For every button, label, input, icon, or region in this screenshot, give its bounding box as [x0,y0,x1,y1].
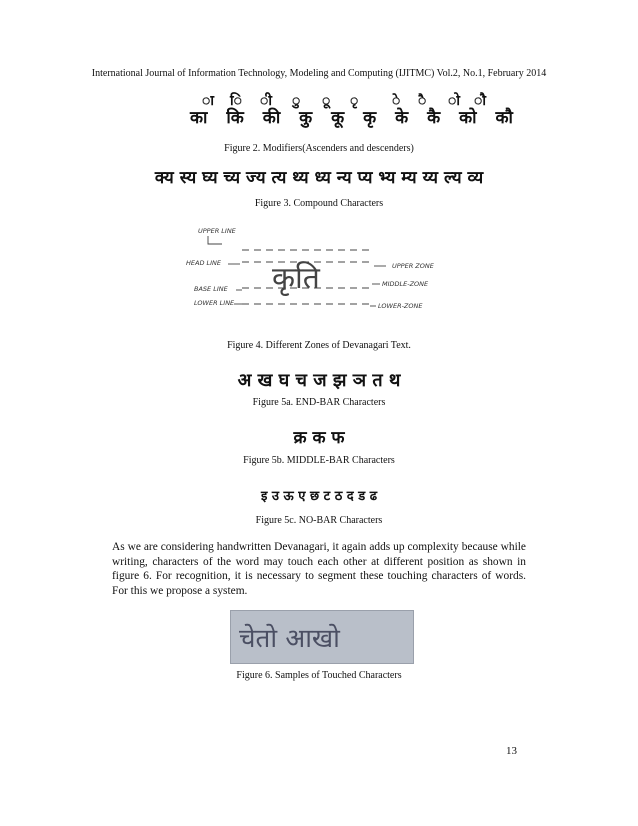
figure-6-caption: Figure 6. Samples of Touched Characters [236,670,402,681]
touched-characters-word: चेतो आखो [239,624,340,654]
modifier-character: की [262,108,283,128]
modifier-character: कृ [363,108,379,128]
modifier-mark: ौ [474,94,486,109]
figure-2-caption: Figure 2. Modifiers(Ascenders and descenders) [224,143,414,154]
modifier-mark: ु [292,94,301,109]
body-paragraph: As we are considering handwritten Devanagari, it again adds up complexity because while writing, characters of the word may touch each other at different position as shown in figure 6. For recognition, it is necessary to segment these touching characters of words. For this we propose a system. [112,541,526,597]
modifier-characters-row [190,105,515,128]
figure-5b-caption: Figure 5b. MIDDLE-BAR Characters [243,455,395,466]
modifier-mark: ृ [350,94,359,109]
figure-4-caption: Figure 4. Different Zones of Devanagari Text. [227,340,411,351]
modifier-character: कु [299,108,315,128]
modifier-mark: ू [322,94,331,109]
modifier-mark: ि [230,94,242,109]
figure-5c-caption: Figure 5c. NO-BAR Characters [255,515,383,526]
lower-line-label: LOWER LINE [194,299,235,307]
modifier-mark: ी [260,94,272,109]
modifier-character: का [190,108,210,128]
modifier-character: कू [331,108,347,128]
figure-5a-caption: Figure 5a. END-BAR Characters [252,397,386,408]
zones-sample-word: कृति [272,261,320,296]
figure-3-caption: Figure 3. Compound Characters [254,198,384,209]
modifier-mark: ै [418,94,427,109]
touched-characters-image [230,610,414,664]
modifier-character: कै [427,108,443,128]
upper-zone-label: UPPER ZONE [392,262,434,270]
devanagari-zones-diagram [186,224,462,320]
compound-characters-row: क्य स्य घ्य च्य ज्य त्य थ्य ध्य न्य प्य भ्य म्य य्य ल्य व्य [154,168,484,188]
lower-zone-label: LOWER-ZONE [378,302,423,310]
middle-bar-characters: क्र क फ [293,428,345,448]
modifier-character: कि [226,108,246,128]
upper-line-label: UPPER LINE [198,227,236,235]
modifier-mark: ा [202,94,214,109]
modifier-character: को [459,108,479,128]
page-number: 13 [506,745,517,757]
base-line-label: BASE LINE [194,285,228,293]
no-bar-characters: इ उ ऊ ए छ ट ठ द ड ढ [260,489,378,504]
middle-zone-label: MIDDLE-ZONE [382,280,429,288]
touched-characters-drawing [231,611,413,663]
end-bar-characters: अ ख घ च ज झ ञ त थ [237,370,401,391]
modifier-character: कौ [495,108,515,128]
head-line-label: HEAD LINE [186,259,222,267]
journal-header: International Journal of Information Technology, Modeling and Computing (IJITMC) Vol.2, No.1, February 2014 [91,68,547,79]
modifier-mark: े [392,94,401,109]
modifier-character: के [395,108,411,128]
arrow-line [208,236,222,244]
modifier-mark: ो [448,94,460,109]
